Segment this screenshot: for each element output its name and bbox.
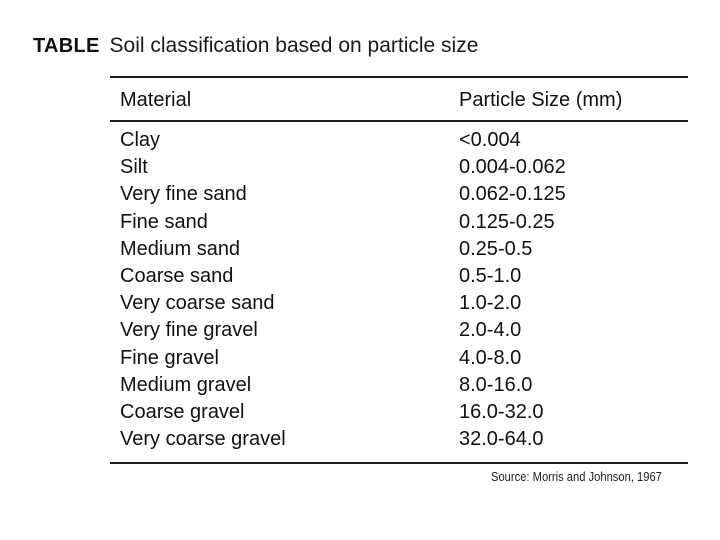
table-row (0, 427, 720, 454)
table-row (0, 318, 720, 345)
table-row (0, 210, 720, 237)
table-row (0, 155, 720, 182)
particle-size-cell: 16.0-32.0 (459, 400, 544, 423)
particle-size-cell: 0.25-0.5 (459, 237, 533, 260)
table-row (0, 373, 720, 400)
particle-size-cell: 0.125-0.25 (459, 210, 555, 233)
material-cell: Silt (120, 156, 148, 179)
material-cell: Fine sand (120, 210, 208, 233)
particle-size-cell: 4.0-8.0 (459, 346, 522, 369)
source-note: Source: Morris and Johnson, 1967 (491, 469, 662, 484)
material-cell: Medium sand (120, 237, 241, 260)
material-cell: Very fine sand (120, 183, 247, 206)
material-cell: Very coarse gravel (120, 428, 286, 451)
material-cell: Fine gravel (120, 346, 219, 369)
material-cell: Coarse sand (120, 264, 234, 287)
table-row (0, 182, 720, 209)
particle-size-cell: 0.5-1.0 (459, 264, 522, 287)
material-cell: Very fine gravel (120, 319, 258, 342)
bottom-rule (110, 462, 688, 464)
table-row (0, 400, 720, 427)
particle-size-cell: 8.0-16.0 (459, 373, 533, 396)
table-row (0, 264, 720, 291)
material-cell: Clay (120, 129, 161, 151)
table-row (0, 291, 720, 318)
table-row (0, 237, 720, 264)
column-header-particle-size: Particle Size (mm) (459, 89, 623, 111)
particle-size-cell: 0.004-0.062 (459, 156, 566, 179)
particle-size-cell: 1.0-2.0 (459, 292, 522, 315)
material-cell: Medium gravel (120, 373, 252, 396)
table-body (0, 128, 720, 454)
table-row (0, 128, 720, 155)
top-rule (110, 76, 688, 78)
particle-size-cell: 32.0-64.0 (459, 428, 544, 451)
material-cell: Coarse gravel (120, 400, 245, 423)
particle-size-cell: <0.004 (459, 129, 521, 151)
particle-size-cell: 0.062-0.125 (459, 183, 566, 206)
header-rule (110, 120, 688, 122)
caption-title: Soil classification based on particle size (109, 34, 479, 57)
table-row (0, 346, 720, 373)
material-cell: Very coarse sand (120, 292, 275, 315)
table-caption (33, 33, 478, 59)
particle-size-cell: 2.0-4.0 (459, 319, 522, 342)
caption-label: TABLE (33, 35, 100, 57)
column-header-material: Material (120, 89, 192, 111)
